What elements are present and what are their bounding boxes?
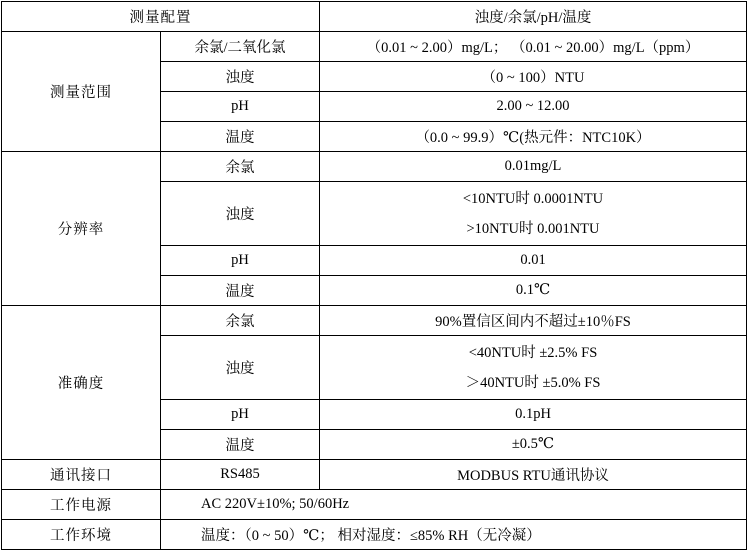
header-config-cell: 测量配置 [2, 2, 320, 32]
header-value-cell: 浊度/余氯/pH/温度 [320, 2, 747, 32]
value-cell: MODBUS RTU通讯协议 [320, 460, 747, 490]
header-row [2, 2, 747, 32]
param-cell: pH [161, 92, 320, 122]
param-cell: 浊度 [161, 62, 320, 92]
param-cell: 余氯 [161, 152, 320, 182]
param-cell: 余氯/二氧化氯 [161, 32, 320, 62]
environment-label: 工作环境 [2, 520, 161, 550]
value-cell: （0.0 ~ 99.9）℃(热元件：NTC10K） [320, 122, 747, 152]
param-cell: 温度 [161, 122, 320, 152]
value-cell: ±0.5℃ [320, 430, 747, 460]
param-cell: 浊度 [161, 336, 320, 400]
value-cell: 0.01 [320, 246, 747, 276]
value-cell: 0.1℃ [320, 276, 747, 306]
value-line: ＞40NTU时 ±5.0% FS [465, 374, 601, 391]
comm-label: 通讯接口 [2, 460, 161, 490]
param-cell: RS485 [161, 460, 320, 490]
table-row [2, 460, 747, 490]
param-cell: 浊度 [161, 182, 320, 246]
accuracy-label: 准确度 [2, 306, 161, 460]
param-cell: 温度 [161, 430, 320, 460]
value-line: >10NTU时 0.001NTU [466, 220, 600, 237]
value-line: <40NTU时 ±2.5% FS [468, 344, 598, 361]
table-row [2, 32, 747, 62]
value-line: <10NTU时 0.0001NTU [462, 190, 604, 207]
value-cell: 温度：（0 ~ 50）℃； 相对湿度：≤85% RH（无冷凝） [161, 520, 747, 550]
value-cell: AC 220V±10%; 50/60Hz [161, 490, 747, 520]
param-cell: 温度 [161, 276, 320, 306]
param-cell: 余氯 [161, 306, 320, 336]
table-row [2, 490, 747, 520]
param-cell: pH [161, 400, 320, 430]
resolution-label: 分辨率 [2, 152, 161, 306]
table-row [2, 306, 747, 336]
value-cell [320, 182, 747, 246]
value-cell: 90%置信区间内不超过±10％FS [320, 306, 747, 336]
value-cell [320, 336, 747, 400]
power-label: 工作电源 [2, 490, 161, 520]
value-cell: （0 ~ 100）NTU [320, 62, 747, 92]
spec-table [1, 1, 747, 550]
value-cell: 0.01mg/L [320, 152, 747, 182]
table-row [2, 520, 747, 550]
range-label: 测量范围 [2, 32, 161, 152]
param-cell: pH [161, 246, 320, 276]
value-cell: （0.01 ~ 2.00）mg/L； （0.01 ~ 20.00）mg/L（ppm） [320, 32, 747, 62]
value-cell: 2.00 ~ 12.00 [320, 92, 747, 122]
value-cell: 0.1pH [320, 400, 747, 430]
table-row [2, 152, 747, 182]
